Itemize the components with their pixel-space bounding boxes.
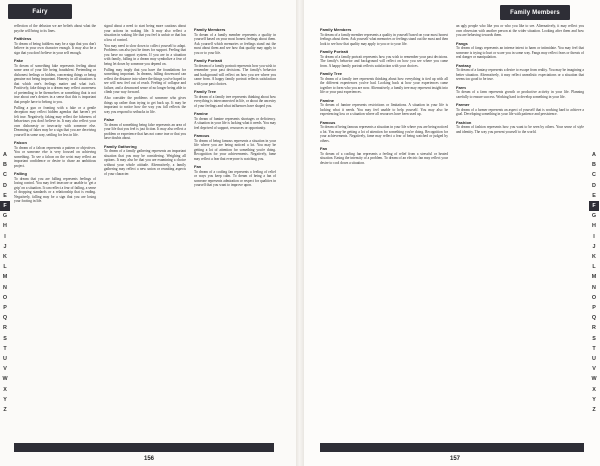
alphabet-letter: M: [2, 274, 8, 281]
alphabet-letter: F: [589, 201, 599, 211]
column: [194, 24, 276, 442]
entry-title: Fan: [194, 164, 202, 169]
dictionary-entry: [194, 133, 276, 161]
alphabet-letter: Z: [592, 407, 596, 414]
entry-text: To dream of a family tree represents thinking about how everything is interconnected in life, or about the ancestry of your feelings and what influences have shaped you.: [194, 94, 276, 108]
right-page: [300, 0, 600, 466]
dictionary-entry: [104, 117, 186, 141]
footer-bar: [14, 443, 274, 452]
entry-text: To dream of famine represents shortages or deficiency. A situation in your life is lacking what it needs. You may feel deprived of support, resources or opportunity.: [194, 116, 276, 130]
alphabet-letter: Q: [591, 315, 597, 322]
dictionary-entry: [194, 27, 276, 55]
dictionary-entry: [194, 58, 276, 86]
alphabet-index: [0, 150, 10, 415]
alphabet-letter: V: [592, 366, 596, 373]
entry-text: To dream of famine represents restrictions or limitations. A situation in your life is lacking what it needs. You may feel unable to help yourself. You may also be experiencing loss or a situation where all resources have been used up.: [320, 103, 448, 116]
column: [104, 24, 186, 442]
entry-title: Family Portrait: [320, 49, 349, 54]
entry-title: Farmer: [456, 102, 470, 107]
entry-title: Fan: [320, 146, 328, 151]
entry-title: Farm: [456, 84, 466, 90]
alphabet-letter: T: [3, 345, 7, 352]
entry-text: To dream of being famous represents a situation in your life where you are being noticed a lot. You may be getting a lot of attention for something you're doing. Recognition for your achievements. Negatively, fame may reflect a fear of being watched or judged by others.: [320, 125, 448, 143]
alphabet-letter: G: [2, 213, 8, 220]
alphabet-letter: Z: [3, 407, 7, 414]
entry-text: To dream of something fake represents feeling about some area of your life being fraudulent. Pretending or dishonest feelings or hidden, concerning things or being genuine not being important. Honesty in all situations is that which one's feelings matter and what isn't. Positively, fake things in a dream may reflect awareness of pretending to be themselves or something that is not true about one's desires in a sense that this is important that people have to belong to you.: [14, 63, 96, 104]
entry-title: Family Tree: [194, 89, 217, 94]
entry-title: Family Members: [194, 27, 226, 32]
entry-title: Famine: [320, 97, 335, 103]
entry-text: signal about a need to start being more cautious about your actions in waking life. It may also reflect a situation in waking life that you feel is unfair or that has a loss of control.: [104, 24, 186, 42]
alphabet-letter: B: [3, 162, 7, 169]
entry-text: Pulling a gun or fronting with a fake or a gentle deception may reflect hidden agendas that haven't yet felt true. Negatively, faking may reflect the falseness of behaviours you don't believe in. It may also reflect your own dishonesty or insecurity with someone else. Dreaming of fakes may be a sign that you are deceiving yourself in some way, settling for less in life.: [14, 105, 96, 137]
entry-text: To dream of a cooling fan represents a feeling of relief from a stressful or heated situation. Easing the intensity of a problem. To dream of an electric fan may reflect your desire to cool down a situation.: [320, 151, 448, 165]
alphabet-letter: B: [592, 162, 596, 169]
running-header: Family Members: [500, 5, 570, 20]
dictionary-entry: [456, 41, 584, 60]
dictionary-entry: [320, 49, 448, 68]
alphabet-letter: R: [3, 325, 7, 332]
entry-text: To dream of a cooling fan represents a feeling of relief or ways you keep calm. To dream of being a fan of someone represents admiration or respect for qualities in yourself that you want to improve upon.: [194, 169, 276, 187]
dictionary-entry: [194, 164, 276, 188]
alphabet-letter: N: [3, 284, 7, 291]
alphabet-letter: E: [3, 192, 7, 199]
entry-title: Famine: [194, 111, 209, 116]
page-number: 156: [144, 456, 155, 462]
alphabet-letter: H: [592, 223, 596, 230]
entry-text: To dream that you are falling represents feelings of losing control. You may feel insecure or unable to 'get a grip' on a situation. It can reflect a fear of failing, a sense of dropping standards or a relationship that is ending. Negatively, falling may be a sign that you are losing your footing in life.: [14, 176, 96, 204]
book-gutter: [296, 0, 304, 466]
dictionary-entry: [456, 63, 584, 82]
entry-text: To dream of a family gathering represents an important situation that you may be considering. Weighing all options. It may also be that you are examining a choice without your whole attitude. Alternatively, a family gathering may reflect a new union or reuniting aspects of your character.: [104, 149, 186, 176]
entry-text: To dream of fashion represents how you want to be seen by others. Your sense of style and identity. The way you present yourself to the world.: [456, 125, 584, 134]
alphabet-letter: L: [592, 264, 596, 271]
entry-title: Fantasy: [456, 62, 472, 68]
entry-title: Family Portrait: [194, 58, 223, 63]
entry-title: Family Members: [320, 27, 352, 32]
alphabet-letter: Q: [2, 315, 8, 322]
entry-text: To dream of being famous represents a situation in your life where you are being noticed a lot. You may be getting a lot of attention for something you're doing. Recognition for your achievements. Negatively, fame may reflect a fear that everyone is watching you.: [194, 138, 276, 161]
entry-text: To dream of a family member represents a quality in yourself based on your most honest feelings about them. Ask yourself which memories or feelings stand out the most about them and see how that quality may apply to you or to your life.: [194, 32, 276, 55]
dictionary-entry: [456, 24, 584, 38]
dictionary-entry: [320, 146, 448, 165]
alphabet-letter: I: [4, 233, 6, 240]
dictionary-entry: [104, 144, 186, 177]
alphabet-letter: R: [592, 325, 596, 332]
text-columns: [320, 24, 584, 442]
entry-title: Fangs: [456, 40, 468, 46]
entry-text: To dream of a family portrait represents how you wish to remember your past decisions. The family's behavior and background will reflect on how you see where you came from. A happy family portrait reflects satisfaction with your past choices.: [194, 63, 276, 86]
entry-title: Falcon: [14, 140, 27, 146]
dictionary-entry: [456, 120, 584, 135]
entry-title: Famous: [320, 119, 336, 125]
entry-title: Family Tree: [320, 71, 343, 76]
entry-title: Falling: [14, 171, 27, 177]
alphabet-letter: L: [3, 264, 7, 271]
dictionary-entry: [456, 85, 584, 100]
column: [320, 24, 448, 442]
entry-text: You may need to slow down to collect yourself to adapt. Problems can also just be times for support. Feeling that you have no support system. If you are in a situation with family, falling in a dream may symbolize a fear of being let down by someone you depend on.: [104, 43, 186, 66]
entry-text: Also consider the problems of someone who gives things up rather than trying to get back up. It may be important to notice how the way you fall reflects the way you respond to setbacks in life.: [104, 96, 186, 114]
alphabet-letter: D: [592, 182, 596, 189]
alphabet-letter: T: [592, 345, 596, 352]
alphabet-letter: X: [592, 386, 596, 393]
dictionary-entry: [194, 89, 276, 108]
entry-text: To dream of a farm represents growth or productive activity in your life. Planning carefully to ensure success. Working hard to develop something in your life.: [456, 90, 584, 99]
dictionary-entry: [14, 36, 96, 55]
alphabet-letter: O: [591, 294, 597, 301]
entry-text: To dream of a farmer represents an aspect of yourself that is working hard to achieve a goal. Developing something in your life with patience and persistence.: [456, 107, 584, 116]
entry-text: To dream of being faithless may be a sign that you don't believe in your own character enough. It may also be a sign that you don't believe in your self enough.: [14, 41, 96, 55]
alphabet-letter: J: [592, 243, 596, 250]
entry-text: To dream of fangs represents an intense intent to harm or intimidate. You may feel that someone is trying to hurt or scare you in some way. Fangs may reflect fears or threats of real danger or manipulation.: [456, 46, 584, 59]
alphabet-letter: D: [3, 182, 7, 189]
alphabet-letter: I: [593, 233, 595, 240]
alphabet-letter: A: [592, 152, 596, 158]
alphabet-letter: P: [592, 305, 596, 312]
entry-title: False: [104, 117, 115, 123]
alphabet-letter: X: [3, 386, 7, 393]
entry-text: To dream of a family member represents a quality in yourself based on your most honest feelings about them. Ask yourself what memories or feelings stand out the most and then look to see how that quality may apply to you or to your life.: [320, 32, 448, 46]
alphabet-letter: S: [3, 335, 7, 342]
alphabet-letter: H: [3, 223, 7, 230]
entry-title: Fashion: [456, 119, 472, 125]
alphabet-letter: C: [3, 172, 7, 179]
dictionary-entry: [14, 58, 96, 104]
dictionary-entry: [14, 106, 96, 138]
entry-text: reflection of the delusion we are beliefs about what the psyche will bring to its lines.: [14, 24, 96, 33]
column: [456, 24, 584, 442]
entry-title: Fake: [14, 58, 24, 63]
alphabet-letter: S: [592, 335, 596, 342]
alphabet-letter: O: [2, 294, 8, 301]
alphabet-index: [589, 150, 599, 415]
dictionary-entry: [104, 68, 186, 95]
dictionary-entry: [14, 171, 96, 204]
dictionary-entry: [104, 24, 186, 42]
entry-text: To dream of a fantasy represents a desire to escape from reality. You may be imagining a better situation. Alternatively, it may reflect unrealistic expectations or a situation that seems too good to be true.: [456, 68, 584, 81]
alphabet-letter: P: [3, 305, 7, 312]
alphabet-letter: G: [591, 213, 597, 220]
alphabet-letter: Y: [592, 396, 596, 403]
column: [14, 24, 96, 442]
alphabet-letter: W: [2, 376, 8, 383]
alphabet-letter: V: [3, 366, 7, 373]
running-header: Fairy: [8, 4, 72, 19]
entry-text: an ugly people who like you or who you like to see. Alternatively, it may reflect you own obsession with another person at the wider situation. Looking after them and how you are behaving towards them.: [456, 24, 584, 37]
alphabet-letter: K: [3, 254, 7, 261]
footer-bar: [320, 443, 584, 452]
alphabet-letter: W: [591, 376, 597, 383]
entry-text: To dream of a falcon represents a pattern or objectives. You or someone else is very focused on achieving something. To see a falcon on the wrist may reflect an important confidence or desire to chase an ambitious project.: [14, 145, 96, 168]
dictionary-entry: [104, 44, 186, 67]
alphabet-letter: F: [0, 201, 10, 211]
dictionary-entry: [320, 27, 448, 46]
entry-title: Faithless: [14, 36, 32, 41]
entry-text: To dream of a family portrait represents how you wish to remember your past decisions. The family's behavior and background will reflect on how you see where you came from. A happy family portrait reflects satisfaction with your choices.: [320, 54, 448, 68]
entry-text: To dream of a family tree represents thinking about how everything is tied up with all the different experiences you've had. Looking back at how your experiences came together to form who you are now. Alternatively, a family tree may represent insight into life or your past experiences.: [320, 76, 448, 94]
dictionary-entry: [320, 120, 448, 144]
alphabet-letter: K: [592, 254, 596, 261]
alphabet-letter: E: [592, 192, 596, 199]
entry-title: Famous: [194, 133, 210, 138]
alphabet-letter: Y: [3, 396, 7, 403]
text-columns: [14, 24, 276, 442]
alphabet-letter: M: [591, 274, 597, 281]
alphabet-letter: N: [592, 284, 596, 291]
entry-title: Family Gathering: [104, 143, 137, 149]
dictionary-entry: [14, 24, 96, 33]
dictionary-entry: [456, 102, 584, 117]
page-number: 157: [450, 456, 461, 462]
dictionary-entry: [320, 98, 448, 117]
entry-text: To dream of something being false represents an area of your life that you feel is just fiction. It may also reflect a problem or experience that has not come true or that you have doubts about.: [104, 122, 186, 141]
alphabet-letter: J: [3, 243, 7, 250]
dictionary-entry: [320, 71, 448, 95]
alphabet-letter: C: [592, 172, 596, 179]
alphabet-letter: U: [592, 356, 596, 363]
dictionary-entry: [14, 140, 96, 168]
entry-text: Falling may imply that you have the foundations for something important. In dreams, falling downward can reflect the distance into where the things you've hoped to see will now feel out of reach. Feeling of collapse and failure, and a downward sense of no longer being able to climb your way forward.: [104, 67, 186, 95]
alphabet-letter: A: [3, 152, 7, 158]
dictionary-entry: [104, 96, 186, 114]
dictionary-entry: [194, 111, 276, 130]
alphabet-letter: U: [3, 356, 7, 363]
